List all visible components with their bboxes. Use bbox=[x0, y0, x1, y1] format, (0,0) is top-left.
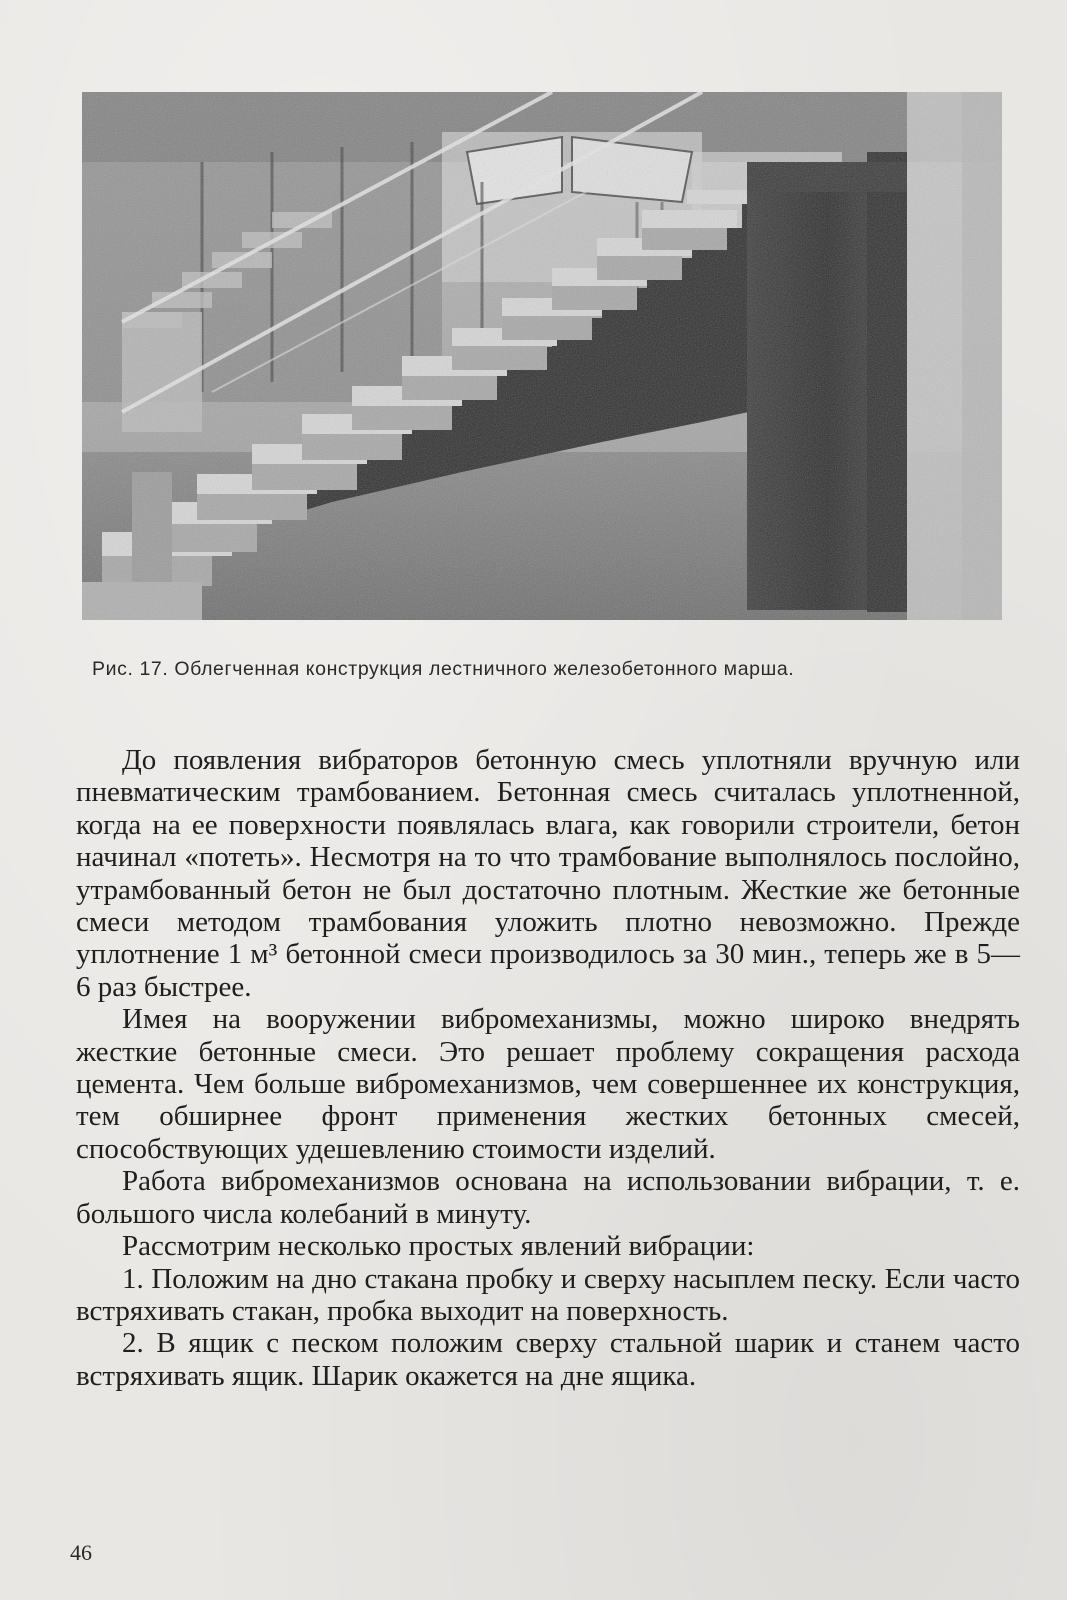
paragraph: 2. В ящик с песком положим сверху стальной шарик и станем часто встряхивать ящик. Шарик окажется на дне ящика. bbox=[76, 1327, 1020, 1392]
paragraph: Имея на вооружении вибромеханизмы, можно широко внедрять жесткие бетонные смеси. Это решает проблему сокращения расхода цемента. Чем больше вибромеханизмов, чем совершеннее их конструкция, тем обширнее фронт применения жестких бетонных смесей, способствующих удешевлению стоимости изделий. bbox=[76, 1003, 1020, 1165]
paragraph: Работа вибромеханизмов основана на использовании вибрации, т. е. большого числа колебаний в минуту. bbox=[76, 1165, 1020, 1230]
paragraph: До появления вибраторов бетонную смесь уплотняли вручную или пневматическим трамбованием. Бетонная смесь считалась уплотненной, когда на ее поверхности появлялась влага, как говорили строители, бетон начинал «потеть». Несмотря на то что трамбование выполнялось послойно, утрамбованный бетон не был достаточно плотным. Жесткие же бетонные смеси методом трамбования уложить плотно невозможно. Прежде уплотнение 1 м³ бетонной смеси производилось за 30 мин., теперь же в 5—6 раз быстрее. bbox=[76, 744, 1020, 1003]
body-text bbox=[76, 744, 1020, 1392]
figure-caption: Рис. 17. Облегченная конструкция лестничного железобетонного марша. bbox=[92, 658, 795, 680]
staircase-photo-image bbox=[82, 92, 1002, 620]
paragraph: 1. Положим на дно стакана пробку и сверху насыплем песку. Если часто встряхивать стакан, пробка выходит на поверхность. bbox=[76, 1262, 1020, 1327]
page-number: 46 bbox=[70, 1540, 92, 1565]
paragraph: Рассмотрим несколько простых явлений вибрации: bbox=[122, 1230, 755, 1263]
staircase-photo bbox=[82, 92, 1002, 620]
